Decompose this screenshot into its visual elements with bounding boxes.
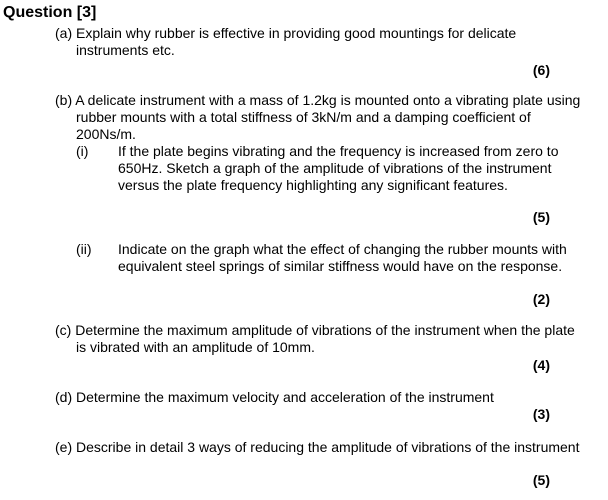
part-b-ii-label: (ii) xyxy=(76,241,92,257)
part-e-line-1: (e) Describe in detail 3 ways of reducing the amplitude of vibrations of the instrument xyxy=(55,439,580,455)
part-d-marks: (3) xyxy=(532,406,550,422)
part-b-line-2: rubber mounts with a total stiffness of 3kN/m and a damping coefficient of xyxy=(76,109,531,125)
part-e-marks: (5) xyxy=(532,472,550,488)
part-b-i-line-3: versus the plate frequency highlighting any significant features. xyxy=(118,177,508,193)
part-b-ii-line-1: Indicate on the graph what the effect of changing the rubber mounts with xyxy=(118,241,567,257)
part-b-line-1: (b) A delicate instrument with a mass of 1.2kg is mounted onto a vibrating plate using xyxy=(55,92,581,108)
question-title: Question [3] xyxy=(3,4,97,21)
part-b-line-3: 200Ns/m. xyxy=(76,126,136,142)
part-a-marks: (6) xyxy=(532,62,550,78)
part-b-i-marks: (5) xyxy=(532,209,550,225)
part-c-line-1: (c) Determine the maximum amplitude of vibrations of the instrument when the plate xyxy=(55,322,575,338)
part-c-line-2: is vibrated with an amplitude of 10mm. xyxy=(76,339,315,355)
part-b-ii-line-2: equivalent steel springs of similar stiffness would have on the response. xyxy=(118,258,563,274)
part-c-marks: (4) xyxy=(532,357,550,373)
part-d-line-1: (d) Determine the maximum velocity and acceleration of the instrument xyxy=(55,389,494,405)
part-b-i-label: (i) xyxy=(76,143,89,159)
part-b-i-line-1: If the plate begins vibrating and the frequency is increased from zero to xyxy=(118,143,559,159)
part-b-ii-marks: (2) xyxy=(532,291,550,307)
part-b-i-line-2: 650Hz. Sketch a graph of the amplitude of vibrations of the instrument xyxy=(118,160,552,176)
part-a-line-1: (a) Explain why rubber is effective in providing good mountings for delicate xyxy=(55,25,517,41)
part-a-line-2: instruments etc. xyxy=(76,42,175,58)
